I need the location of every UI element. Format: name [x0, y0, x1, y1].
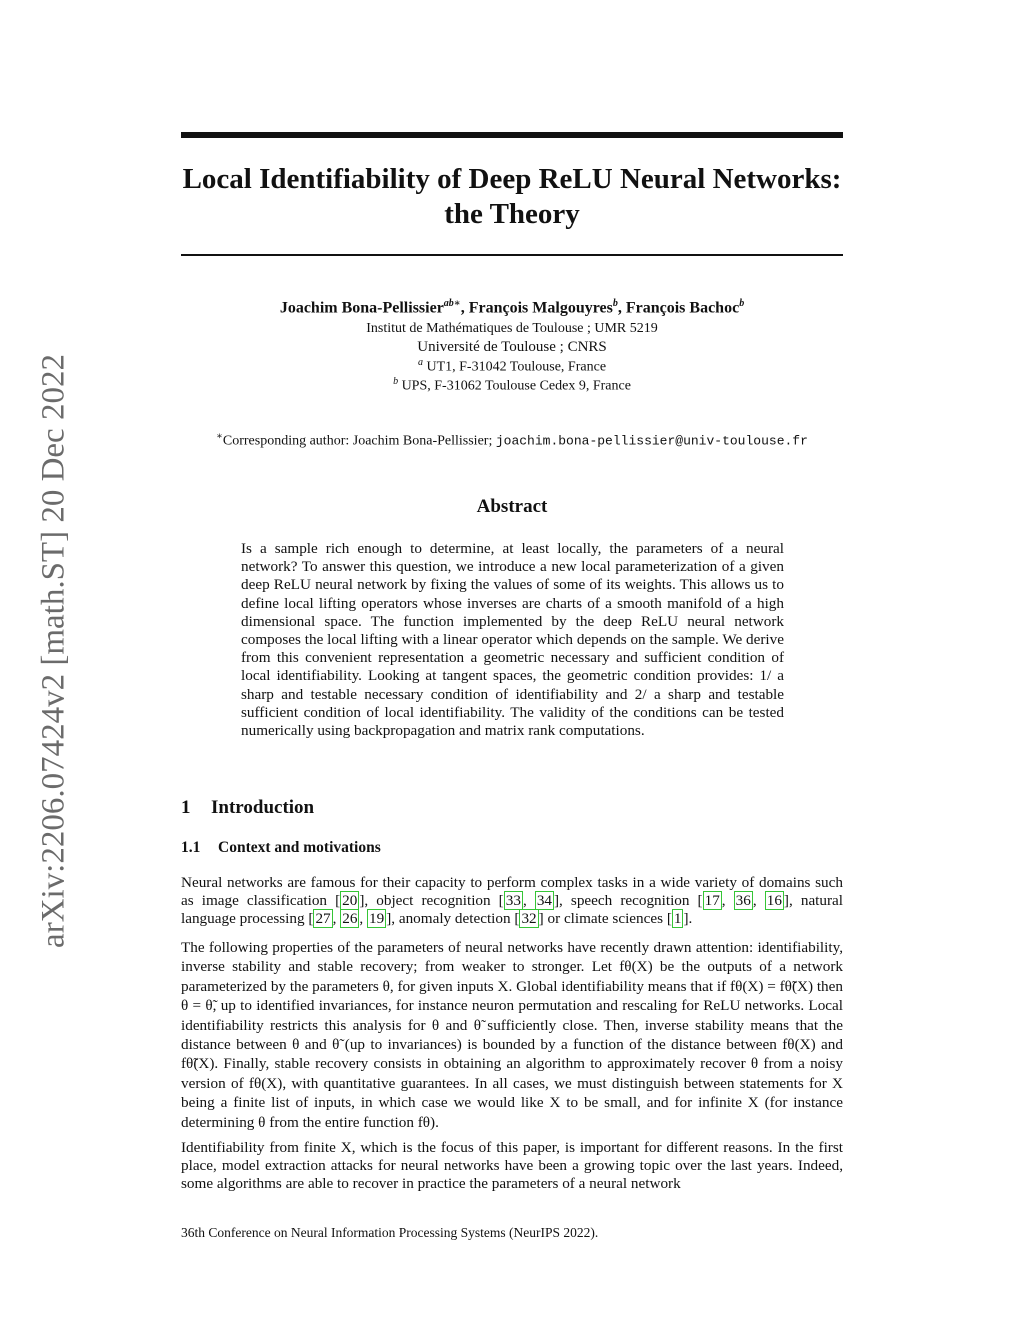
citation-link[interactable]: 27: [315, 910, 331, 928]
citation-link[interactable]: 34: [536, 892, 552, 910]
author-2-sup: b: [612, 298, 618, 309]
corresponding-author: [181, 431, 843, 450]
para-text: ,: [721, 892, 734, 910]
author-2-name: François Malgouyres: [468, 299, 613, 317]
citation-link[interactable]: 1: [673, 910, 682, 928]
affiliation-line-1: Institut de Mathématiques de Toulouse ; UMR 5219: [366, 321, 658, 336]
intro-paragraph-2: The following properties of the parameters of neural networks have recently drawn attention: identifiability, inverse stability and stable recovery; from weaker to stronger. Let fθ(X) be the outputs of a network parameterized by the parameters θ, for given inputs X. Global identifiability means that if fθ(X) = fθ̃(X) then θ = θ̃, up to identified invariances, for instance neuron permutation and rescaling for ReLU networks. Local identifiability restricts this analysis for θ and θ̃ sufficiently close. Then, inverse stability means that the distance between θ and θ̃ (up to invariances) is bounded by a function of the distance between fθ(X) and fθ̃(X). Finally, stable recovery consists in obtaining an algorithm to approximately recover θ from a noisy version of fθ(X), with quantitative guarantees. In all cases, we must distinguish between statements for X being a finite list of inputs, in which case we would like X to be small, and for infinite X (for instance determining θ from the entire function fθ).: [181, 939, 843, 1131]
section-title: Introduction: [211, 797, 315, 818]
affiliation-a-mark: a: [417, 357, 423, 368]
para-text: ,: [752, 892, 765, 910]
intro-paragraph-3: Identifiability from finite X, which is the focus of this paper, is important for different reasons. In the first place, model extraction attacks for neural networks have been a growing topic over the last years. Indeed, some algorithms are able to recover in practice the parameters of a neural network: [181, 1139, 843, 1193]
paper-title: [181, 162, 843, 232]
affiliation-b-mark: b: [393, 376, 399, 387]
corresponding-text: Corresponding author: Joachim Bona-Pellissier;: [222, 433, 496, 449]
author-separator: ,: [460, 299, 469, 317]
author-3-name: François Bachoc: [625, 299, 740, 317]
para-text: ], anomaly detection [: [386, 910, 520, 928]
para-text: ], natural language processing [: [181, 892, 844, 928]
affiliation-a-text: UT1, F-31042 Toulouse, France: [422, 359, 607, 375]
para-text: ,: [359, 910, 367, 928]
para-text: Neural networks are famous for their capacity to perform complex tasks in a wide variety of domains such as image classification [: [181, 874, 843, 910]
para-text: ], speech recognition [: [554, 892, 703, 910]
abstract-heading: Abstract: [476, 496, 548, 517]
author-1-sup: ab∗: [443, 298, 461, 309]
title-line-2: the Theory: [444, 198, 580, 230]
citation-link[interactable]: 26: [342, 910, 358, 928]
title-top-rule: [181, 132, 843, 138]
section-heading-introduction: [181, 797, 314, 819]
subsection-number: 1.1: [181, 839, 201, 856]
para-text: ,: [332, 910, 341, 928]
citation-link[interactable]: 36: [735, 892, 751, 910]
para-text: ], object recognition [: [359, 892, 504, 910]
affiliation-a: [181, 357, 843, 376]
subsection-heading-context: [181, 839, 381, 857]
para-text: ,: [522, 892, 535, 910]
citation-link[interactable]: 32: [521, 910, 537, 928]
subsection-title: Context and motivations: [218, 839, 381, 856]
para-text: ].: [683, 910, 693, 928]
author-3-sup: b: [739, 298, 745, 309]
author-separator: ,: [617, 299, 626, 317]
section-number: 1: [181, 797, 191, 818]
affiliation-b: [181, 376, 843, 395]
corresponding-email[interactable]: joachim.bona-pellissier@univ-toulouse.fr: [495, 433, 808, 449]
citation-link[interactable]: 33: [505, 892, 521, 910]
affiliation-b-text: UPS, F-31062 Toulouse Cedex 9, France: [398, 378, 631, 394]
intro-paragraph-1: [181, 874, 843, 929]
title-line-1: Local Identifiability of Deep ReLU Neural Networks:: [182, 163, 842, 195]
author-list: [181, 298, 843, 317]
citation-link[interactable]: 17: [704, 892, 720, 910]
title-bottom-rule: [181, 254, 843, 256]
citation-link[interactable]: 16: [766, 892, 782, 910]
affiliation-line-2: Université de Toulouse ; CNRS: [417, 339, 607, 355]
citation-link[interactable]: 19: [369, 910, 385, 928]
citation-link[interactable]: 20: [342, 892, 358, 910]
corresponding-mark: ∗: [216, 431, 223, 442]
abstract-text: Is a sample rich enough to determine, at least locally, the parameters of a neural network? To answer this question, we introduce a new local parameterization of a given deep ReLU neural network by fixing the values of some of its weights. This allows us to define local lifting operators whose inverses are charts of a smooth manifold of a high dimensional space. The function implemented by the deep ReLU neural network composes the local lifting with a linear operator which depends on the sample. We derive from this convenient representation a geometric necessary and sufficient condition of local identifiability. Looking at tangent spaces, the geometric condition provides: 1/ a sharp and testable necessary condition of identifiability and 2/ a sharp and testable sufficient condition of local identifiability. The validity of the conditions can be tested numerically using backpropagation and matrix rank computations.: [241, 540, 784, 740]
arxiv-identifier: arXiv:2206.07424v2 [math.ST] 20 Dec 2022: [35, 354, 72, 948]
para-text: ] or climate sciences [: [538, 910, 672, 928]
conference-footnote: 36th Conference on Neural Information Processing Systems (NeurIPS 2022).: [181, 1225, 599, 1240]
author-1-name: Joachim Bona-Pellissier: [279, 299, 444, 317]
